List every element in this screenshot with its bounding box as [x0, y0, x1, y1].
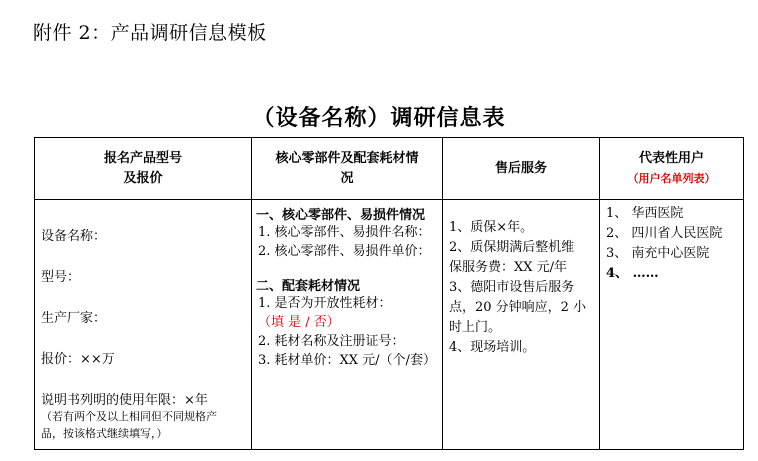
manufacturer-field[interactable]: 生产厂家： — [41, 311, 107, 326]
after-sales-line-3: 保服务费：XX 元/年 — [449, 260, 568, 275]
header-components-line2: 况 — [340, 170, 354, 186]
after-sales-line-1: 1、质保×年。 — [449, 220, 534, 235]
consumable-open-answer: （填 是 / 否） — [258, 315, 340, 330]
core-part-price[interactable]: 2. 核心零部件、易损件单价： — [258, 244, 431, 259]
header-product-model — [35, 138, 252, 200]
content-row — [35, 200, 744, 450]
consumable-name-reg[interactable]: 2. 耗材名称及注册证号： — [258, 334, 405, 349]
header-components — [252, 138, 443, 200]
table-title: （设备名称）调研信息表 — [252, 105, 506, 131]
user-item-1: 1、 华西医院 — [606, 206, 684, 221]
header-users-sub: （用户名单列表） — [627, 171, 716, 185]
after-sales-line-6: 时上门。 — [449, 320, 502, 335]
section1-title: 一、核心零部件、易损件情况 — [256, 208, 426, 223]
core-part-name[interactable]: 1. 核心零部件、易损件名称： — [258, 225, 431, 240]
section2-title: 二、配套耗材情况 — [256, 279, 361, 294]
users-cell — [600, 200, 744, 450]
after-sales-line-5: 点，20 分钟响应，2 小 — [449, 300, 587, 315]
header-after-sales — [443, 138, 600, 200]
price-field[interactable]: 报价：××万 — [41, 352, 115, 367]
survey-table — [34, 137, 744, 450]
after-sales-line-2: 2、质保期满后整机维 — [449, 240, 575, 255]
header-product-model-line2: 及报价 — [123, 170, 163, 186]
service-life-field[interactable]: 说明书列明的使用年限：×年 — [41, 393, 208, 408]
note-line-2: 品，按该格式继续填写，） — [41, 427, 168, 440]
consumable-open-question[interactable]: 1. 是否为开放性耗材： — [258, 296, 392, 311]
device-name-field[interactable]: 设备名称： — [41, 229, 107, 244]
user-item-2: 2、 四川省人民医院 — [606, 226, 723, 241]
user-item-3: 3、 南充中心医院 — [606, 246, 710, 261]
after-sales-cell — [443, 200, 600, 450]
header-components-line1: 核心零部件及配套耗材情 — [275, 150, 419, 166]
components-cell — [252, 200, 443, 450]
product-cell — [35, 200, 252, 450]
user-item-4: 4、 …… — [606, 266, 659, 281]
header-product-model-line1: 报名产品型号 — [103, 150, 182, 166]
header-users-label: 代表性用户 — [638, 150, 704, 166]
header-users — [600, 138, 744, 200]
attachment-title: 附件 2：产品调研信息模板 — [33, 22, 267, 44]
after-sales-line-7: 4、现场培训。 — [449, 340, 536, 355]
header-row — [35, 138, 744, 200]
note-line-1: （若有两个及以上相同但不同规格产 — [41, 410, 217, 423]
header-after-sales-label: 售后服务 — [494, 160, 547, 176]
consumable-price[interactable]: 3. 耗材单价：XX 元/（个/套） — [258, 353, 436, 368]
after-sales-line-4: 3、德阳市设售后服务 — [449, 280, 575, 295]
model-field[interactable]: 型号： — [41, 270, 81, 285]
